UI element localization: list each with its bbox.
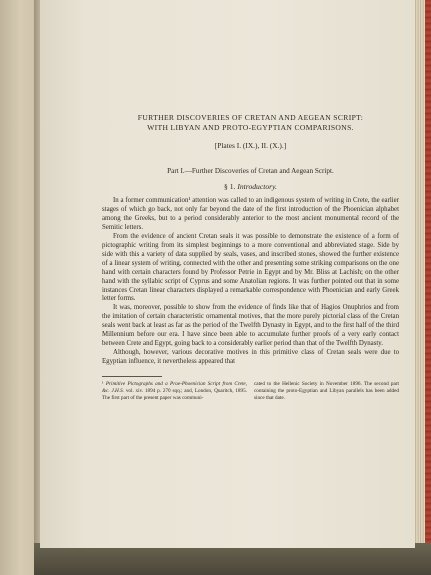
footnote-citation: Primitive Pictographs and a Prae-Phoenician Script from Crete, &c. J.H.S. (102, 381, 247, 394)
red-page-edge (425, 0, 431, 548)
paragraph: It was, moreover, possible to show from the evidence of finds like that of Hagios Onuphrios and from the imitation of certain characteristic ornamental motives, that the more purely pictorial class of the Cretan seals went back at least as far as the period of the Twelfth Dynasty in Egypt, and to the first half of the third Millennium before our era. I have since been able to accumulate further proofs of a very early contact between Crete and Egypt, going back to a considerably earlier period than that of the Twelfth Dynasty. (102, 304, 399, 348)
footnote-column-2: cated to the Hellenic Society in November 1896. The second part containing the proto-Egyptian and Libyan parallels has been added since that date. (254, 381, 399, 401)
section-number: § 1. (224, 182, 236, 191)
part-heading: Part I.—Further Discoveries of Cretan and Aegean Script. (167, 167, 334, 175)
book-page (40, 0, 415, 548)
footnote-marker: ¹ (102, 381, 104, 388)
footnote-column-1 (102, 381, 247, 401)
title-line-2: WITH LIBYAN AND PROTO-EGYPTIAN COMPARISONS. (147, 122, 354, 132)
article-body (102, 197, 399, 367)
paragraph: Although, however, various decorative motives in this primitive class of Cretan seals were due to Egyptian influence, it nevertheless appeared that (102, 349, 399, 366)
footnotes (102, 381, 399, 401)
article-title (102, 113, 399, 132)
title-line-1: FURTHER DISCOVERIES OF CRETAN AND AEGEAN SCRIPT: (137, 113, 364, 122)
footnote-rule (102, 376, 162, 377)
book-cover-left (0, 0, 34, 575)
paragraph: From the evidence of ancient Cretan seals it was possible to demonstrate the existence of a form of pictographic writing from its simplest beginnings to a more conventional and abbreviated stage. Side by side with this a variety of data supplied by seals, vases, and inscribed stones, showed the further existence of a linear system of writing, connected with the other and presenting some striking comparisons on the one hand with certain characters found by Professor Petrie in Egypt and by Mr. Bliss at Lachish; on the other hand with the syllabic script of Cyprus and some Anatolian regions. It was further pointed out that in some instances Cretan linear characters displayed a remarkable correspondence with Phoenician and early Greek letter forms. (102, 232, 399, 303)
footnote-text: vol. xiv. 1894 p. 270 sqq.; and, London, Quaritch, 1895. The first part of the present paper was communi- (102, 387, 248, 401)
plates-reference: [Plates I. (IX.), II. (X.).] (214, 141, 287, 150)
paragraph: In a former communication¹ attention was called to an indigenous system of writing in Crete, the earlier stages of which go back, not only far beyond the date of the first introduction of the Phoenician alphabet among the Greeks, but to a period considerably anterior to the most ancient monumental record of the Semitic letters. (102, 197, 399, 231)
section-title: Introductory. (237, 182, 277, 191)
section-heading (102, 182, 399, 191)
